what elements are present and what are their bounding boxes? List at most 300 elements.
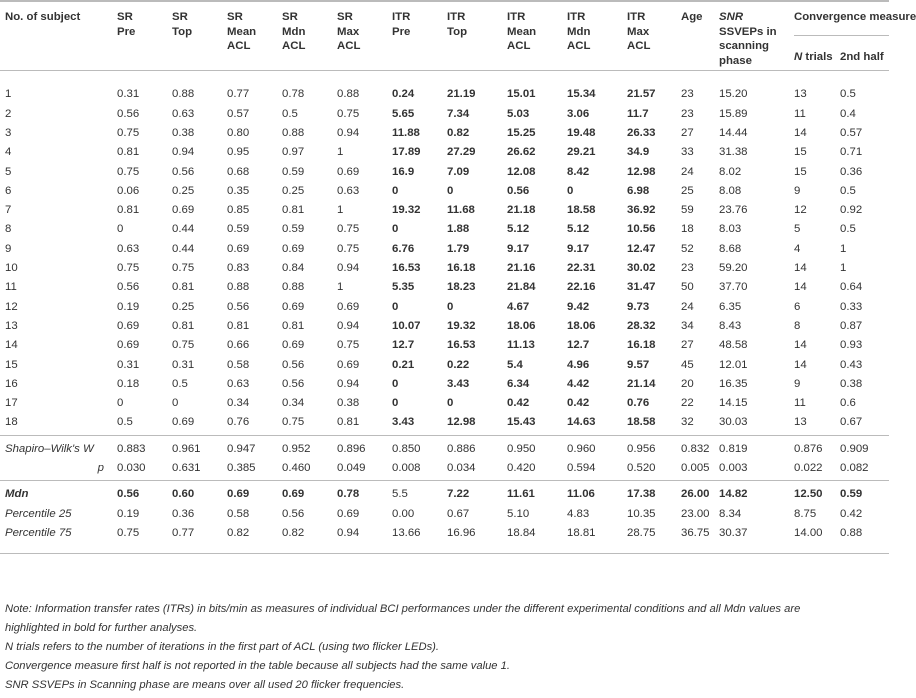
table-cell: 0.24 <box>392 88 415 101</box>
note-line: SNR SSVEPs in Scanning phase are means over all used 20 flicker frequencies. <box>5 679 405 691</box>
table-cell: 0.76 <box>627 397 650 410</box>
table-cell: 0.883 <box>112 435 167 461</box>
table-cell: 7.22 <box>442 481 502 507</box>
table-cell: 15.20 <box>719 88 748 101</box>
table-cell: 23.76 <box>719 204 748 217</box>
table-cell: 18.58 <box>567 204 596 217</box>
table-row <box>0 165 889 184</box>
header-line: Age <box>681 11 703 23</box>
table-cell: 26.33 <box>627 126 656 139</box>
table-cell: 23 <box>681 88 694 101</box>
table-cell: 24 <box>681 165 694 178</box>
table-cell: 14.82 <box>714 481 789 507</box>
table-cell: 0.57 <box>227 107 250 120</box>
header-cell <box>442 1 502 71</box>
header-line: phase <box>719 54 752 67</box>
table-cell: 0.25 <box>172 184 195 197</box>
table-cell: 0.18 <box>117 377 140 390</box>
header-line: ITR <box>507 11 526 23</box>
table-cell: 0.850 <box>387 435 442 461</box>
table-cell: 0.81 <box>117 204 140 217</box>
table-cell: 22 <box>681 397 694 410</box>
table-cell: 26.00 <box>676 481 714 507</box>
header-line: Pre <box>117 25 136 38</box>
table-cell: 0.75 <box>117 126 140 139</box>
table-cell: 13 <box>794 88 807 101</box>
table-cell: 11 <box>794 397 806 410</box>
header-line: SR <box>337 11 353 23</box>
table-cell: 0.819 <box>714 435 789 461</box>
table-cell: 7 <box>5 204 12 217</box>
table-cell: 0.030 <box>117 462 146 475</box>
table-cell: 13 <box>794 416 807 429</box>
table-cell: 3.43 <box>392 416 415 429</box>
table-cell: 0.58 <box>227 358 250 371</box>
header-line: ITR <box>567 11 586 23</box>
table-row <box>0 358 889 377</box>
table-cell: 8 <box>794 319 801 332</box>
table-cell: 5.65 <box>392 107 415 120</box>
table-cell: 1.79 <box>447 242 470 255</box>
table-cell: 8.43 <box>719 319 742 332</box>
table-cell: 18.06 <box>567 319 596 332</box>
table-cell: 32 <box>681 416 694 429</box>
header-cell <box>676 1 714 71</box>
table-cell: 0.82 <box>222 526 277 554</box>
table-cell: 0.44 <box>172 242 195 255</box>
table-cell: 0.003 <box>719 462 748 475</box>
table-cell: 0.4 <box>840 107 856 120</box>
table-cell: 1.88 <box>447 223 470 236</box>
table-cell: 8.08 <box>719 184 742 197</box>
table-cell: 0.81 <box>337 416 360 429</box>
header-line: Mean <box>507 25 537 38</box>
header-line: Mean <box>227 25 257 38</box>
table-cell: 0.59 <box>282 165 305 178</box>
header-line: ACL <box>282 40 306 53</box>
table-cell: 0.56 <box>117 107 140 120</box>
header-line: ACL <box>337 40 361 53</box>
table-cell: 11.61 <box>502 481 562 507</box>
table-cell: 59 <box>681 204 694 217</box>
table-cell: 0.956 <box>622 435 676 461</box>
header-line: SR <box>117 11 133 23</box>
table-cell: 12 <box>794 204 807 217</box>
table-cell: 0.75 <box>172 339 195 352</box>
table-cell: 0.71 <box>840 146 863 159</box>
table-cell: 0.00 <box>392 507 415 520</box>
table-cell: 11.06 <box>562 481 622 507</box>
table-cell: 0.69 <box>337 358 360 371</box>
table-cell: 25 <box>681 184 694 197</box>
table-cell: 0.961 <box>167 435 222 461</box>
table-cell: 30.03 <box>719 416 748 429</box>
table-cell: 6.98 <box>627 184 650 197</box>
table-cell: 0.58 <box>227 507 250 520</box>
table-cell: 0.5 <box>172 377 188 390</box>
table-cell: 12.08 <box>507 165 536 178</box>
header-line: ACL <box>567 40 591 53</box>
table-cell: 0.69 <box>277 481 332 507</box>
table-cell: 0.92 <box>840 204 863 217</box>
table-cell: 11.68 <box>447 204 475 217</box>
table-cell: 0.36 <box>840 165 863 178</box>
table-cell: 8.42 <box>567 165 590 178</box>
table-cell: 19.32 <box>447 319 476 332</box>
table-cell: 0.886 <box>442 435 502 461</box>
summary-row <box>0 526 889 554</box>
table-cell: 0.63 <box>172 107 195 120</box>
table-body <box>0 71 889 554</box>
table-cell: 13.66 <box>387 526 442 554</box>
table-cell: 1 <box>840 262 847 275</box>
header-cell <box>167 1 222 71</box>
table-row <box>0 242 889 261</box>
table-cell: 0 <box>447 184 454 197</box>
table-cell: 0.88 <box>835 526 889 554</box>
header-line <box>392 39 442 54</box>
table-cell: 9.73 <box>627 300 650 313</box>
table-cell: 0.94 <box>337 377 360 390</box>
table-cell: 0.76 <box>227 416 250 429</box>
table-cell: 0.25 <box>282 184 305 197</box>
table-cell: 6.35 <box>719 300 742 313</box>
note-line: Convergence measure first half is not reported in the table because all subjects had the same value 1. <box>5 660 510 672</box>
table-cell: 18.81 <box>562 526 622 554</box>
table-row <box>0 338 889 357</box>
table-cell: 3.43 <box>447 377 470 390</box>
table-cell: 0.876 <box>789 435 835 461</box>
header-second-half: 2nd half <box>840 51 884 64</box>
header-line: SNR <box>719 11 744 23</box>
header-snr <box>714 1 789 71</box>
table-cell: 16 <box>5 377 18 390</box>
header-line: SR <box>172 11 188 23</box>
table-cell: 9 <box>794 184 801 197</box>
table-cell: 14 <box>794 339 807 352</box>
table-cell: 0.78 <box>332 481 387 507</box>
table-cell: 0 <box>392 377 399 390</box>
table-cell: 1 <box>840 242 847 255</box>
header-line: Max <box>627 25 650 38</box>
table-cell: 59.20 <box>719 262 748 275</box>
table-cell: 27 <box>681 126 694 139</box>
table-cell: 0.60 <box>167 481 222 507</box>
table-cell: 5.4 <box>507 358 523 371</box>
table-cell: 29.21 <box>567 146 596 159</box>
table-cell: 0.77 <box>167 526 222 554</box>
table-cell: 21.57 <box>627 88 656 101</box>
table-cell: 21.84 <box>507 281 536 294</box>
table-cell: 0.75 <box>337 339 360 352</box>
table-cell: 0 <box>447 397 454 410</box>
table-cell: 0.950 <box>502 435 562 461</box>
table-cell: 0 <box>117 397 124 410</box>
table-cell: 0.69 <box>337 165 360 178</box>
table-cell: 34.9 <box>627 146 650 159</box>
table-cell: 0.81 <box>227 319 250 332</box>
table-cell: 0.56 <box>112 481 167 507</box>
header-subject: No. of subject <box>0 1 112 71</box>
header-line <box>172 39 222 54</box>
note-line: highlighted in bold for further analyses. <box>5 622 198 634</box>
table-cell: 0 <box>172 397 179 410</box>
table-cell: 0.75 <box>172 262 195 275</box>
table-cell: 0.6 <box>840 397 856 410</box>
table-cell: 0.82 <box>277 526 332 554</box>
table-cell: 0.84 <box>282 262 305 275</box>
table-cell: 15 <box>794 146 807 159</box>
table-cell: 0.82 <box>447 126 470 139</box>
table-cell: Mdn <box>0 481 112 507</box>
table-cell: 33 <box>681 146 694 159</box>
table-cell: 6 <box>794 300 801 313</box>
table-cell: Percentile 25 <box>5 507 72 520</box>
table-row <box>0 415 889 435</box>
table-cell: 0.81 <box>172 281 195 294</box>
table-cell: 0.94 <box>337 262 360 275</box>
table-cell: 0.35 <box>227 184 250 197</box>
table-cell: 12.7 <box>567 339 590 352</box>
table-cell: 48.58 <box>719 339 748 352</box>
table-cell: 11 <box>794 107 806 120</box>
table-cell: 0.69 <box>282 339 305 352</box>
table-cell: 0.5 <box>840 223 856 236</box>
table-cell: 12 <box>5 300 18 313</box>
table-cell: 15.43 <box>507 416 536 429</box>
table-cell: 9.17 <box>567 242 590 255</box>
header-line: scanning <box>719 40 770 53</box>
header-line: ACL <box>227 40 251 53</box>
table-cell: 5.12 <box>507 223 530 236</box>
table-cell: 0.66 <box>227 339 250 352</box>
table-cell: 0.59 <box>282 223 305 236</box>
table-cell: 0 <box>447 300 454 313</box>
table-cell: 0.049 <box>337 462 366 475</box>
table-cell: 0.42 <box>567 397 590 410</box>
table-cell: 50 <box>681 281 694 294</box>
table-cell: 8.34 <box>719 507 742 520</box>
table-cell: 0.42 <box>840 507 863 520</box>
table-cell: 0.42 <box>507 397 530 410</box>
table-cell: 6.34 <box>507 377 530 390</box>
table-cell: 0.520 <box>627 462 656 475</box>
table-cell: 10 <box>5 262 18 275</box>
table-row <box>0 145 889 164</box>
header-line <box>447 39 502 54</box>
table-cell: 0.31 <box>117 88 140 101</box>
table-cell: 0.85 <box>227 204 250 217</box>
table-cell: 27 <box>681 339 694 352</box>
table-cell: 27.29 <box>447 146 476 159</box>
table-cell: 12.7 <box>392 339 415 352</box>
table-cell: 14.44 <box>719 126 748 139</box>
table-cell: 5.10 <box>507 507 530 520</box>
table-cell: 0.81 <box>117 146 140 159</box>
table-header <box>0 1 916 71</box>
table-cell: 0.81 <box>282 319 305 332</box>
table-cell: 0.5 <box>840 184 856 197</box>
header-line: ITR <box>447 11 466 23</box>
table-cell: 15.89 <box>719 107 748 120</box>
table-cell: 0.63 <box>337 184 360 197</box>
table-cell: 18 <box>681 223 694 236</box>
header-cell <box>222 1 277 71</box>
header-cell <box>387 1 442 71</box>
header-line: ACL <box>507 40 531 53</box>
table-cell: 23 <box>681 107 694 120</box>
header-cell <box>622 1 676 71</box>
header-cell <box>502 1 562 71</box>
table-cell: 0.034 <box>447 462 476 475</box>
table-cell: 16.53 <box>392 262 421 275</box>
table-cell: 0.022 <box>794 462 823 475</box>
table-cell: 0.69 <box>222 481 277 507</box>
table-cell: 0.909 <box>835 435 889 461</box>
header-line <box>117 39 167 54</box>
table-cell: 0.36 <box>172 507 195 520</box>
header-line <box>681 25 714 40</box>
table-cell: 34 <box>681 319 694 332</box>
table-cell: 0 <box>117 223 124 236</box>
table-cell: 0.31 <box>117 358 140 371</box>
header-cell <box>277 1 332 71</box>
header-line: ITR <box>392 11 411 23</box>
table-cell: 5 <box>794 223 801 236</box>
table-cell: 0.87 <box>840 319 863 332</box>
table-cell: 16.53 <box>447 339 476 352</box>
table-row <box>0 396 889 415</box>
table-cell: 0 <box>392 223 399 236</box>
table-cell: 4.83 <box>567 507 590 520</box>
table-cell: 8.75 <box>794 507 817 520</box>
header-line: Pre <box>392 25 411 38</box>
table-cell: 0 <box>392 397 399 410</box>
table-cell: 13 <box>5 319 18 332</box>
table-cell: 21.18 <box>507 204 536 217</box>
table-cell: 0.94 <box>172 146 195 159</box>
table-cell: 0.56 <box>172 165 195 178</box>
table-row <box>0 203 889 222</box>
table-cell: 0.631 <box>172 462 201 475</box>
header-line: SR <box>227 11 243 23</box>
header-line <box>681 39 714 54</box>
table-cell: 0.385 <box>227 462 256 475</box>
table-cell: 10.35 <box>627 507 656 520</box>
table-cell: 0.88 <box>282 126 305 139</box>
table-cell: 11.7 <box>627 107 649 120</box>
table-cell: 14.63 <box>567 416 596 429</box>
table-cell: 28.32 <box>627 319 656 332</box>
table-cell: 0.896 <box>332 435 387 461</box>
table-cell: 45 <box>681 358 694 371</box>
table-cell: 22.16 <box>567 281 596 294</box>
table-cell: 0.34 <box>282 397 305 410</box>
table-cell: 11.88 <box>392 126 420 139</box>
header-line: Max <box>337 25 360 38</box>
table-cell: 0.81 <box>282 204 305 217</box>
stats-row <box>0 461 889 481</box>
table-cell: 0.594 <box>567 462 596 475</box>
table-cell: 15.34 <box>567 88 596 101</box>
table-cell: 8 <box>5 223 12 236</box>
table-cell: 0.97 <box>282 146 305 159</box>
table-row <box>0 280 889 299</box>
table-cell: 18.58 <box>627 416 656 429</box>
table-cell: 0.57 <box>840 126 863 139</box>
table-cell: 14 <box>794 126 807 139</box>
table-cell: 0.81 <box>172 319 195 332</box>
table-cell: 23 <box>681 262 694 275</box>
table-cell: 3 <box>5 126 12 139</box>
table-cell: 0.69 <box>337 300 360 313</box>
table-row <box>0 184 889 203</box>
note-line: Note: Information transfer rates (ITRs) in bits/min as measures of individual BCI performances under the different experimental conditions and all Mdn values are <box>5 603 801 615</box>
table-cell: 0.69 <box>227 242 250 255</box>
header-row <box>0 1 889 48</box>
table-cell: 0.69 <box>337 507 360 520</box>
table-cell: 21.19 <box>447 88 476 101</box>
table-cell: 0 <box>392 300 399 313</box>
table-cell: 0.38 <box>840 377 863 390</box>
header-line: ACL <box>627 40 651 53</box>
header-cell <box>562 1 622 71</box>
table-cell: 0.88 <box>282 281 305 294</box>
table-cell: 0.77 <box>227 88 250 101</box>
table-cell: 0.33 <box>840 300 863 313</box>
table-cell: 0.56 <box>282 377 305 390</box>
table-cell: 0.68 <box>227 165 250 178</box>
table-cell: 0.5 <box>282 107 298 120</box>
summary-row <box>0 481 889 507</box>
table-cell: 12.98 <box>447 416 476 429</box>
table-cell: 0.75 <box>337 223 360 236</box>
table-cell: 6 <box>5 184 12 197</box>
table-row <box>0 222 889 241</box>
header-ntrials-rest: trials <box>802 51 833 64</box>
table-cell: 11.13 <box>507 339 535 352</box>
header-cell <box>332 1 387 71</box>
table-cell: 7.09 <box>447 165 470 178</box>
table-cell: 15.01 <box>507 88 536 101</box>
table-cell: 0.947 <box>222 435 277 461</box>
table-cell: 18 <box>5 416 18 429</box>
table-cell: 12.01 <box>719 358 748 371</box>
table-cell: 0.78 <box>282 88 305 101</box>
table-cell: 31.47 <box>627 281 656 294</box>
table-cell: 0.832 <box>676 435 714 461</box>
table-cell: 0.38 <box>172 126 195 139</box>
table-cell: 15.25 <box>507 126 536 139</box>
table-cell: 0.94 <box>332 526 387 554</box>
table-cell: 0.420 <box>507 462 536 475</box>
table-cell: 0.005 <box>681 462 710 475</box>
table-cell: 0.67 <box>840 416 863 429</box>
header-convergence <box>789 1 916 48</box>
table-cell: 0.56 <box>282 507 305 520</box>
table-row <box>0 107 889 126</box>
table-cell: 21.16 <box>507 262 536 275</box>
table-cell: 0.21 <box>392 358 415 371</box>
header-line: Mdn <box>282 25 306 38</box>
table-cell: 17.38 <box>622 481 676 507</box>
table-cell: 0.69 <box>117 319 140 332</box>
table-cell: 0.75 <box>117 262 140 275</box>
table-cell: 0.83 <box>227 262 250 275</box>
table-cell: 0.75 <box>337 107 360 120</box>
table-cell: 0.19 <box>117 300 140 313</box>
table-cell: 5.5 <box>387 481 442 507</box>
